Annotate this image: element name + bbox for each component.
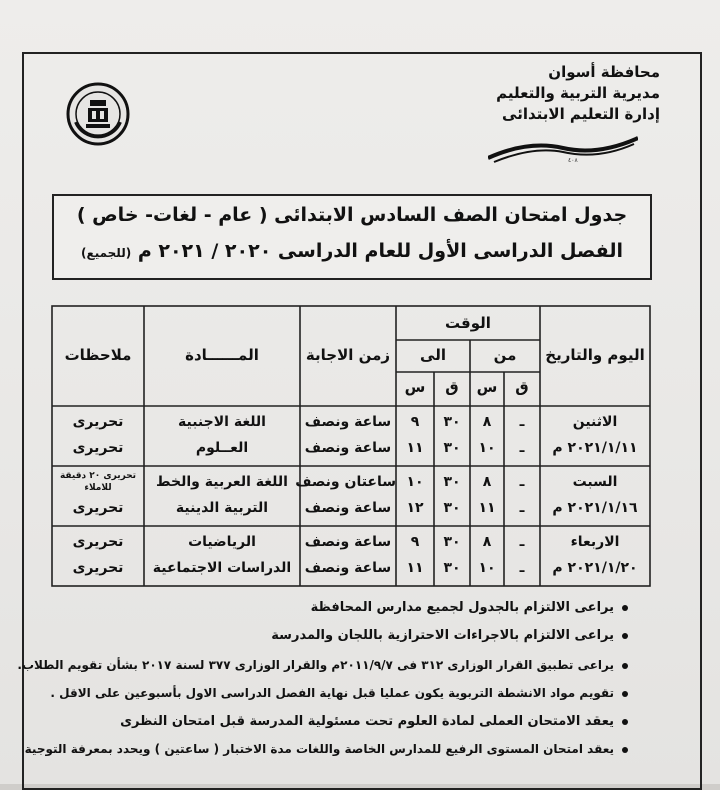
to-minutes: ٣٠	[443, 414, 461, 430]
exam-date: ٢٠٢١/١/١٦ م	[552, 500, 638, 516]
header-from: من	[493, 346, 517, 364]
to-hours: ١٠	[406, 474, 424, 490]
to-minutes: ٣٠	[443, 534, 461, 550]
from-hours: ١١	[478, 500, 496, 516]
subject-name: الرياضيات	[188, 534, 256, 550]
day-name: الاربعاء	[570, 534, 620, 550]
to-hours: ١٢	[406, 500, 424, 516]
org-governorate: محافظة أسوان	[548, 63, 660, 81]
answer-duration: ساعة ونصف	[304, 500, 392, 516]
note-item: يراعى الالتزام بالجدول لجميع مدارس المحافظة	[311, 600, 628, 615]
to-hours: ١١	[406, 560, 424, 576]
subject-name: العــلوم	[195, 440, 249, 456]
to-hours: ١١	[406, 440, 424, 456]
day-name: الاثنين	[572, 414, 618, 430]
exam-note: تحريرى	[72, 534, 124, 550]
header-from-hours: س	[476, 378, 498, 396]
answer-duration: ساعتان ونصف	[295, 474, 396, 490]
header-time: الوقت	[445, 314, 491, 332]
subject-name: التربية الدينية	[175, 500, 269, 516]
note-item: يراعى تطبيق القرار الوزارى ٣١٢ فى ٢٠١١/٩/٧م والقرار الوزارى ٣٧٧ لسنة ٢٠١٧ بشأن تقويم الطلاب.	[17, 658, 628, 672]
note-item: يعقد الامتحان العملى لمادة العلوم تحت مسئولية المدرسة قبل امتحان النظرى	[120, 714, 628, 729]
exam-note: تحريرى	[72, 414, 124, 430]
from-minutes: ـ	[519, 474, 525, 490]
to-hours: ٩	[410, 534, 420, 550]
exam-date: ٢٠٢١/١/١١ م	[552, 440, 638, 456]
to-hours: ٩	[410, 414, 420, 430]
bullet-icon	[622, 663, 628, 669]
to-minutes: ٣٠	[443, 560, 461, 576]
subject-name: الدراسات الاجتماعية	[152, 560, 292, 576]
from-hours: ٨	[482, 534, 492, 550]
to-minutes: ٣٠	[443, 440, 461, 456]
org-directorate: مديرية التربية والتعليم	[496, 84, 660, 102]
header-to: الى	[420, 346, 446, 364]
header-to-hours: س	[404, 378, 426, 396]
from-hours: ٨	[482, 414, 492, 430]
header-to-minutes: ق	[445, 378, 459, 396]
bullet-icon	[622, 747, 628, 753]
subject-name: اللغة الاجنبية	[178, 414, 266, 430]
subject-name: اللغة العربية والخط	[156, 474, 288, 490]
bullet-icon	[622, 633, 628, 639]
schedule-title: جدول امتحان الصف السادس الابتدائى ( عام - لغات- خاص )	[76, 204, 628, 226]
bullet-icon	[622, 719, 628, 725]
note-item: يعقد امتحان المستوى الرفيع للمدارس الخاصة واللغات مدة الاختبار ( ساعتين ) ويحدد بمعرفة التوجية	[25, 742, 628, 756]
exam-note: تحريرى	[72, 440, 124, 456]
header-duration: زمن الاجابة	[305, 346, 391, 364]
from-hours: ١٠	[478, 560, 496, 576]
header-day-date: اليوم والتاريخ	[545, 346, 645, 364]
semester-year: الفصل الدراسى الأول للعام الدراسى ٢٠٢٠ / ٢٠٢١ م	[137, 240, 623, 262]
org-administration: إدارة التعليم الابتدائى	[502, 105, 660, 123]
from-hours: ٨	[482, 474, 492, 490]
from-minutes: ـ	[519, 440, 525, 456]
from-minutes: ـ	[519, 534, 525, 550]
bullet-icon	[622, 605, 628, 611]
note-item: تقويم مواد الانشطة التربوية يكون عمليا قبل نهاية الفصل الدراسى الاول بأسبوعين على الاقل .	[50, 686, 628, 700]
exam-note: تحريرى ٢٠ دقيقة للاملاء	[59, 471, 137, 493]
from-hours: ١٠	[478, 440, 496, 456]
answer-duration: ساعة ونصف	[304, 414, 392, 430]
from-minutes: ـ	[519, 414, 525, 430]
header-notes: ملاحظات	[64, 346, 132, 364]
ribbon-number: ٤٠٨	[568, 157, 578, 164]
day-name: السبت	[572, 474, 618, 490]
answer-duration: ساعة ونصف	[304, 534, 392, 550]
answer-duration: ساعة ونصف	[304, 440, 392, 456]
exam-note: تحريرى	[72, 560, 124, 576]
exam-date: ٢٠٢١/١/٢٠ م	[552, 560, 638, 576]
to-minutes: ٣٠	[443, 500, 461, 516]
exam-note: تحريرى	[72, 500, 124, 516]
bullet-icon	[622, 691, 628, 697]
from-minutes: ـ	[519, 500, 525, 516]
header-subject: المــــــادة	[185, 346, 259, 364]
to-minutes: ٣٠	[443, 474, 461, 490]
answer-duration: ساعة ونصف	[304, 560, 392, 576]
audience-note: (للجميع)	[81, 246, 132, 260]
header-from-minutes: ق	[515, 378, 529, 396]
note-item: يراعى الالتزام بالاجراءات الاحترازية باللجان والمدرسة	[271, 628, 628, 643]
from-minutes: ـ	[519, 560, 525, 576]
